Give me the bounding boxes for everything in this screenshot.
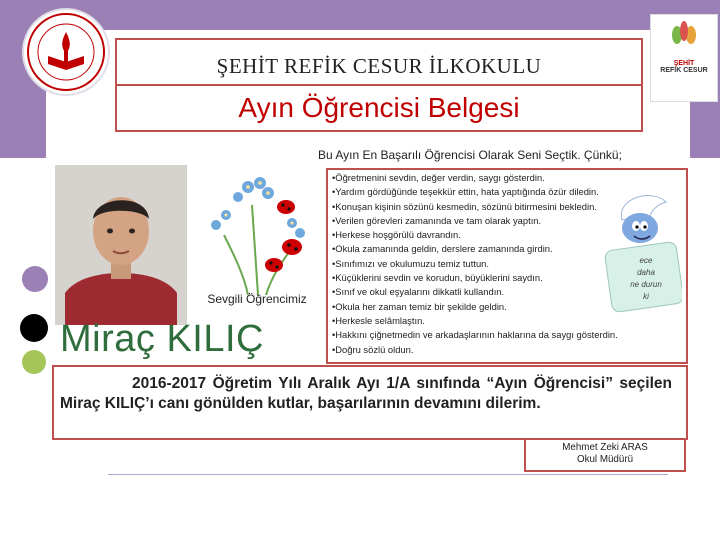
certificate-title: Ayın Öğrencisi Belgesi [238,92,520,123]
list-item: •Okula zamanında geldin, derslere zamanında girdin. [332,243,553,255]
student-photo [55,165,187,325]
signature-block [528,442,682,466]
principal-title: Okul Müdürü [576,454,634,465]
list-item: •Herkesle selâmlaştın. [332,314,425,326]
ministry-emblem-icon [24,10,108,94]
flower-ladybug-image [188,165,326,295]
congratulation-message: 2016-2017 Öğretim Yılı Aralık Ayı 1/A sınıfında “Ayın Öğrencisi” seçilen Miraç KILIÇ’ı canı gönülden kutlar, başarılarının devamını dilerim. [60,375,672,412]
list-item: •Herkese hoşgörülü davrandın. [332,229,461,241]
list-item: •Öğretmenini sevdin, değer verdin, saygı gösterdin. [332,172,545,183]
list-item: •Küçüklerini sevdin ve korudun, büyüklerini saydın. [332,272,543,284]
list-item: •Yardım gördüğünde teşekkür ettin, hata yaptığında özür diledin. [332,186,599,198]
student-name: Miraç KILIÇ [60,318,264,360]
school-name: ŞEHİT REFİK CESUR İLKOKULU [117,48,641,86]
principal-name: Mehmet Zeki ARAS [562,442,648,453]
decor-circle-green [22,350,46,374]
ministry-logo [22,8,110,96]
list-item: •Hakkını çiğnetmedin ve arkadaşlarının haklarına da saygı gösterdin. [332,329,618,341]
bottom-divider [108,474,668,475]
smurf-bubble-line2: daha [637,268,655,277]
school-logo-icon [651,15,717,55]
list-item: •Doğru sözlü oldun. [332,343,414,355]
decor-circle-purple [22,266,48,292]
list-item: •Okula her zaman temiz bir şekilde geldin. [332,300,507,312]
school-logo-line1: ŞEHİT [673,60,695,67]
school-logo [650,14,718,102]
decor-circle-black [20,314,48,342]
student-portrait-icon [55,165,187,325]
list-item: •Konuşan kişinin sözünü kesmedin, sözünü bitirmesini bekledin. [332,200,597,212]
smurf-bubble-line3: ne durun [630,280,662,289]
smurf-bubble-line1: ece [639,256,653,265]
caption-label: Sevgili Öğrencimiz [207,292,307,306]
selection-subtitle: Bu Ayın En Başarılı Öğrencisi Olarak Seni Seçtik. Çünkü; [318,148,622,162]
school-logo-line2: REFİK CESUR [660,67,708,74]
list-item: •Sınıfımızı ve okulumuzu temiz tuttun. [332,257,489,269]
smurf-bubble-line4: ki [643,292,649,301]
smurf-illustration [602,184,682,316]
flower-ladybug-icon [188,165,326,295]
list-item: •Verilen görevleri zamanında ve tam olarak yaptın. [332,214,542,226]
list-item: •Sınıf ve okul eşyalarını dikkatli kullandın. [332,286,505,298]
